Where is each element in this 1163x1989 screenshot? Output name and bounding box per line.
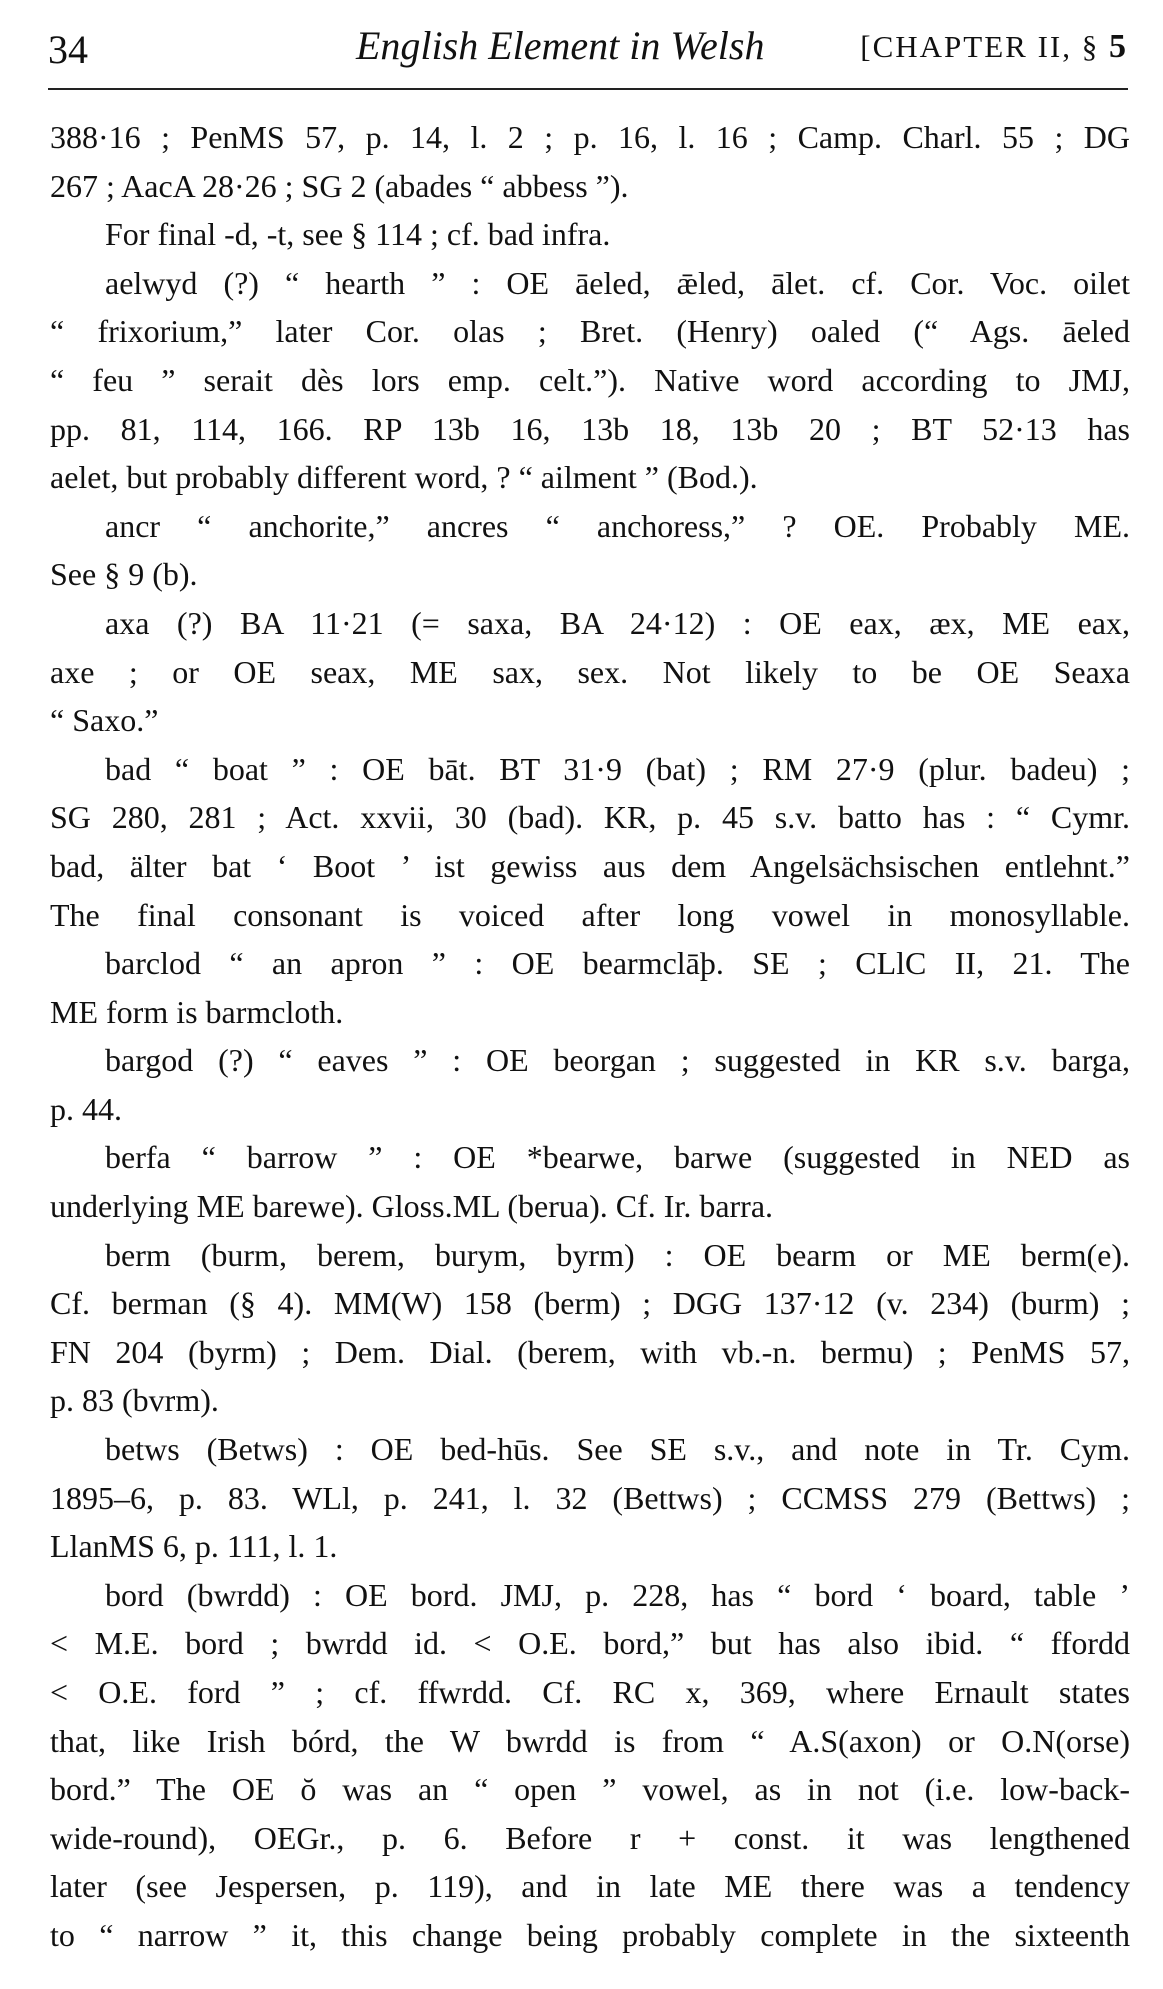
text-line: pp. 81, 114, 166. RP 13b 16, 13b 18, 13b 20 ; BT 52·13 has xyxy=(50,410,1130,447)
text-line: axa (?) BA 11·21 (= saxa, BA 24·12) : OE eax, æx, ME eax, xyxy=(105,604,1130,641)
text-line: berm (burm, berem, burym, byrm) : OE bearm or ME berm(e). xyxy=(105,1236,1130,1273)
page-number: 34 xyxy=(48,27,88,72)
text-line: bad “ boat ” : OE bāt. BT 31·9 (bat) ; RM 27·9 (plur. badeu) ; xyxy=(105,750,1130,787)
text-line: “ Saxo.” xyxy=(50,702,159,739)
header-rule xyxy=(48,88,1128,90)
text-line: berfa “ barrow ” : OE *bearwe, barwe (suggested in NED as xyxy=(105,1139,1130,1176)
text-line: p. 44. xyxy=(50,1090,122,1127)
text-line: ancr “ anchorite,” ancres “ anchoress,” ? OE. Probably ME. xyxy=(105,507,1130,544)
text-line: axe ; or OE seax, ME sax, sex. Not likely to be OE Seaxa xyxy=(50,653,1130,690)
text-line: See § 9 (b). xyxy=(50,556,198,593)
text-line: barclod “ an apron ” : OE bearmclāþ. SE ; CLlC II, 21. The xyxy=(105,945,1130,982)
section-number: 5 xyxy=(1109,28,1128,65)
text-line: 1895–6, p. 83. WLl, p. 241, l. 32 (Bettws) ; CCMSS 279 (Bettws) ; xyxy=(50,1479,1130,1516)
text-line: Cf. berman (§ 4). MM(W) 158 (berm) ; DGG 137·12 (v. 234) (burm) ; xyxy=(50,1285,1130,1322)
section-reference xyxy=(860,28,1128,66)
text-line: aelwyd (?) “ hearth ” : OE āeled, ǣled, ālet. cf. Cor. Voc. oilet xyxy=(105,264,1130,301)
text-line: bord (bwrdd) : OE bord. JMJ, p. 228, has “ bord ‘ board, table ’ xyxy=(105,1576,1130,1613)
text-line: p. 83 (bvrm). xyxy=(50,1382,219,1419)
text-line: 388·16 ; PenMS 57, p. 14, l. 2 ; p. 16, l. 16 ; Camp. Charl. 55 ; DG xyxy=(50,119,1130,155)
text-line: that, like Irish bórd, the W bwrdd is from “ A.S(axon) or O.N(orse) xyxy=(50,1722,1130,1759)
text-line: bad, älter bat ‘ Boot ’ ist gewiss aus dem Angelsächsischen entlehnt.” xyxy=(50,847,1130,884)
text-line: “ feu ” serait dès lors emp. celt.”). Native word according to JMJ, xyxy=(50,361,1130,398)
text-line: later (see Jespersen, p. 119), and in late ME there was a tendency xyxy=(50,1868,1130,1905)
text-line: aelet, but probably different word, ? “ ailment ” (Bod.). xyxy=(50,459,758,496)
text-line: underlying ME barewe). Gloss.ML (berua). Cf. Ir. barra. xyxy=(50,1188,774,1225)
section-prefix: [CHAPTER II, § xyxy=(860,29,1109,64)
text-line: The final consonant is voiced after long vowel in monosyllable. xyxy=(50,896,1130,933)
text-line: LlanMS 6, p. 111, l. 1. xyxy=(50,1528,338,1565)
body-text xyxy=(50,113,1130,1960)
text-line: “ frixorium,” later Cor. olas ; Bret. (Henry) oaled (“ Ags. āeled xyxy=(50,313,1130,350)
running-header xyxy=(48,22,1128,92)
text-line: For final -d, -t, see § 114 ; cf. bad infra. xyxy=(105,216,611,253)
text-line: FN 204 (byrm) ; Dem. Dial. (berem, with vb.-n. bermu) ; PenMS 57, xyxy=(50,1333,1130,1370)
text-line: < M.E. bord ; bwrdd id. < O.E. bord,” but has also ibid. “ ffordd xyxy=(50,1625,1130,1662)
text-line: < O.E. ford ” ; cf. ffwrdd. Cf. RC x, 369, where Ernault states xyxy=(50,1674,1130,1710)
text-line: bord.” The OE ŏ was an “ open ” vowel, as in not (i.e. low-back- xyxy=(50,1771,1130,1808)
text-line: betws (Betws) : OE bed-hūs. See SE s.v., and note in Tr. Cym. xyxy=(105,1431,1130,1468)
running-title: English Element in Welsh xyxy=(356,23,765,68)
text-line: SG 280, 281 ; Act. xxvii, 30 (bad). KR, p. 45 s.v. batto has : “ Cymr. xyxy=(50,799,1130,836)
text-line: wide-round), OEGr., p. 6. Before r + const. it was lengthened xyxy=(50,1819,1130,1856)
text-line: bargod (?) “ eaves ” : OE beorgan ; suggested in KR s.v. barga, xyxy=(105,1042,1130,1079)
text-line: to “ narrow ” it, this change being probably complete in the sixteenth xyxy=(50,1916,1130,1953)
text-line: 267 ; AacA 28·26 ; SG 2 (abades “ abbess ”). xyxy=(50,167,629,204)
text-line: ME form is barmcloth. xyxy=(50,993,344,1030)
